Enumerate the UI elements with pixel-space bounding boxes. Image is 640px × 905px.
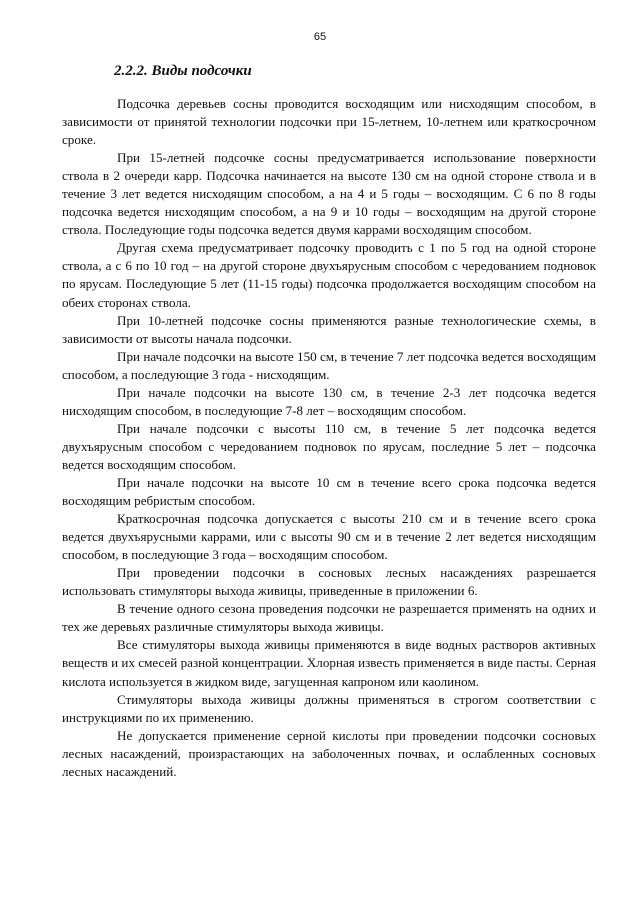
paragraph: Другая схема предусматривает подсочку проводить с 1 по 5 год на одной стороне ствола, а с 6 по 10 год – на другой стороне двухъярусным способом с чередованием подновок по ярусам. Последующие 5 лет (11-15 годы) подсочка продолжается восходящим способом на обеих сторонах ствола. xyxy=(62,240,596,310)
page-number: 65 xyxy=(313,31,327,43)
paragraph: Все стимуляторы выхода живицы применяются в виде водных растворов активных веществ и их смесей разной концентрации. Хлорная известь применяется в виде пасты. Серная кислота используется в жидком виде, загущенная капроном или каолином. xyxy=(62,637,596,689)
paragraph: При 15-летней подсочке сосны предусматривается использование поверхности ствола в 2 очереди карр. Подсочка начинается на высоте 130 см на одной стороне ствола и в течение 3 лет ведется нисходящим способом, а на 4 и 5 годы – восходящим. С 6 по 8 годы подсочка ведется нисходящим способом, а на 9 и 10 годы – восходящим на другой стороне ствола. Последующие годы подсочка ведется двумя каррами восходящим способом. xyxy=(62,150,596,238)
paragraph: В течение одного сезона проведения подсочки не разрешается применять на одних и тех же деревьях различные стимуляторы выхода живицы. xyxy=(62,601,596,635)
paragraph: При начале подсочки на высоте 10 см в течение всего срока подсочка ведется восходящим ребристым способом. xyxy=(62,474,596,509)
paragraph: При 10-летней подсочке сосны применяются разные технологические схемы, в зависимости от высоты начала подсочки. xyxy=(62,312,596,346)
body-text xyxy=(62,95,596,781)
paragraph: Подсочка деревьев сосны проводится восходящим или нисходящим способом, в зависимости от принятой технологии подсочки при 15-летнем, 10-летнем или краткосрочном сроке. xyxy=(62,96,596,148)
paragraph: При начале подсочки на высоте 130 см, в течение 2-3 лет подсочка ведется нисходящим способом, в последующие 7-8 лет – восходящим способом. xyxy=(62,384,596,418)
paragraph: Краткосрочная подсочка допускается с высоты 210 см и в течение всего срока ведется двухъярусными каррами, или с высоты 90 см и в течение 2 лет ведется нисходящим способом, в последующие 3 года – восходящим способом. xyxy=(62,511,596,563)
paragraph: Не допускается применение серной кислоты при проведении подсочки сосновых лесных насаждений, произрастающих на заболоченных почвах, и ослабленных сосновых лесных насаждений. xyxy=(62,727,596,779)
section-heading: 2.2.2. Виды подсочки xyxy=(114,63,252,79)
paragraph: При проведении подсочки в сосновых лесных насаждениях разрешается использовать стимуляторы выхода живицы, приведенные в приложении 6. xyxy=(62,565,596,599)
paragraph: При начале подсочки с высоты 110 см, в течение 5 лет подсочка ведется двухъярусным способом с чередованием подновок по ярусам, последние 5 лет – подсочка ведется восходящим способом. xyxy=(62,420,596,472)
paragraph: При начале подсочки на высоте 150 см, в течение 7 лет подсочка ведется восходящим способом, а последующие 3 года - нисходящим. xyxy=(62,348,596,382)
paragraph: Стимуляторы выхода живицы должны применяться в строгом соответствии с инструкциями по их применению. xyxy=(62,691,596,725)
